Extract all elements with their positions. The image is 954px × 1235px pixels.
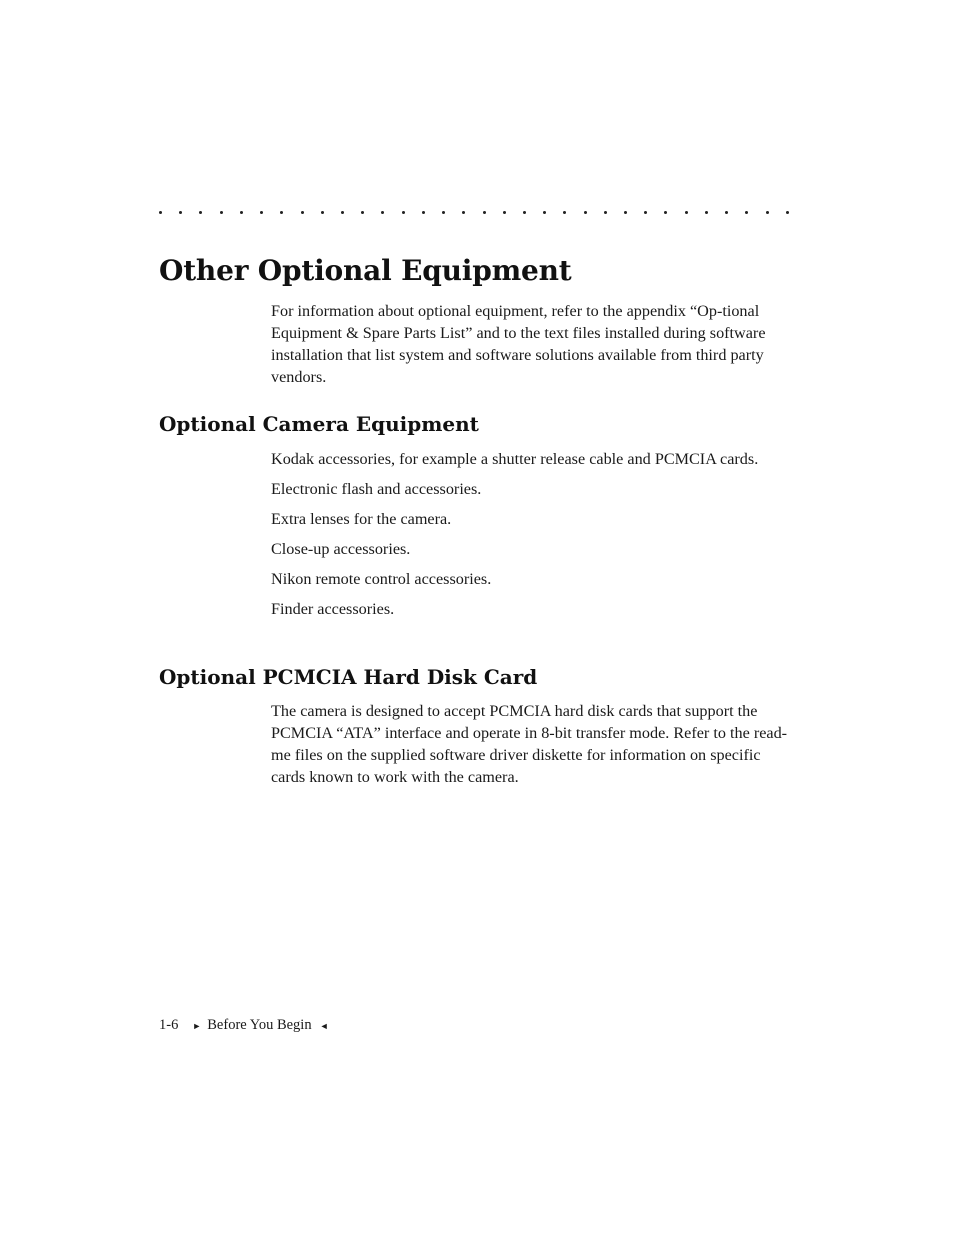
leader-dot bbox=[179, 211, 182, 214]
camera-equipment-list bbox=[271, 448, 791, 628]
leader-dot bbox=[301, 211, 304, 214]
leader-dot bbox=[604, 211, 607, 214]
leader-dot bbox=[584, 211, 587, 214]
section-title-optional-pcmcia-hard-disk-card: Optional PCMCIA Hard Disk Card bbox=[159, 665, 538, 689]
chapter-title: Before You Begin bbox=[207, 1017, 312, 1033]
section-title-optional-camera-equipment: Optional Camera Equipment bbox=[159, 412, 479, 436]
leader-dot bbox=[442, 211, 445, 214]
pcmcia-paragraph: The camera is designed to accept PCMCIA hard disk cards that support the PCMCIA “ATA” interface and operate in 8-bit transfer mode. Refer to the read-me files on the supplied software driver diskette for information on specific cards known to work with the camera. bbox=[271, 702, 788, 786]
list-item: Nikon remote control accessories. bbox=[271, 570, 492, 588]
leader-dot bbox=[523, 211, 526, 214]
list-item: Kodak accessories, for example a shutter release cable and PCMCIA cards. bbox=[271, 450, 759, 468]
leader-dot bbox=[624, 211, 627, 214]
leader-dot bbox=[321, 211, 324, 214]
page-number: 1-6 bbox=[159, 1017, 179, 1033]
list-item: Electronic flash and accessories. bbox=[271, 480, 482, 498]
leader-dot bbox=[725, 211, 728, 214]
list-item: Extra lenses for the camera. bbox=[271, 510, 452, 528]
leader-dot bbox=[422, 211, 425, 214]
triangle-left-icon: ◄ bbox=[319, 1020, 329, 1031]
leader-dot bbox=[402, 211, 405, 214]
leader-dot bbox=[786, 211, 789, 214]
leader-dot bbox=[503, 211, 506, 214]
leader-dot bbox=[341, 211, 344, 214]
triangle-right-icon: ► bbox=[192, 1020, 202, 1031]
leader-dot bbox=[543, 211, 546, 214]
leader-dot bbox=[462, 211, 465, 214]
leader-dot bbox=[766, 211, 769, 214]
section-title-other-optional-equipment: Other Optional Equipment bbox=[159, 254, 572, 287]
leader-dot bbox=[563, 211, 566, 214]
list-item: Close-up accessories. bbox=[271, 540, 411, 558]
leader-dot bbox=[483, 211, 486, 214]
leader-dot bbox=[159, 211, 162, 214]
list-item: Finder accessories. bbox=[271, 600, 395, 618]
leader-dot bbox=[220, 211, 223, 214]
leader-dot bbox=[705, 211, 708, 214]
leader-dot bbox=[361, 211, 364, 214]
leader-dot bbox=[280, 211, 283, 214]
page-footer bbox=[159, 1017, 329, 1034]
intro-paragraph: For information about optional equipment, refer to the appendix “Op-tional Equipment & Spare Parts List” and to the text files installed during software installation that list system and software solutions available from third party vendors. bbox=[271, 302, 766, 386]
leader-dot bbox=[381, 211, 384, 214]
leader-dot bbox=[685, 211, 688, 214]
leader-dot bbox=[644, 211, 647, 214]
leader-dot bbox=[745, 211, 748, 214]
leader-dot bbox=[199, 211, 202, 214]
leader-dot bbox=[240, 211, 243, 214]
leader-dot bbox=[664, 211, 667, 214]
leader-dot bbox=[260, 211, 263, 214]
dot-leader-rule bbox=[159, 206, 789, 218]
